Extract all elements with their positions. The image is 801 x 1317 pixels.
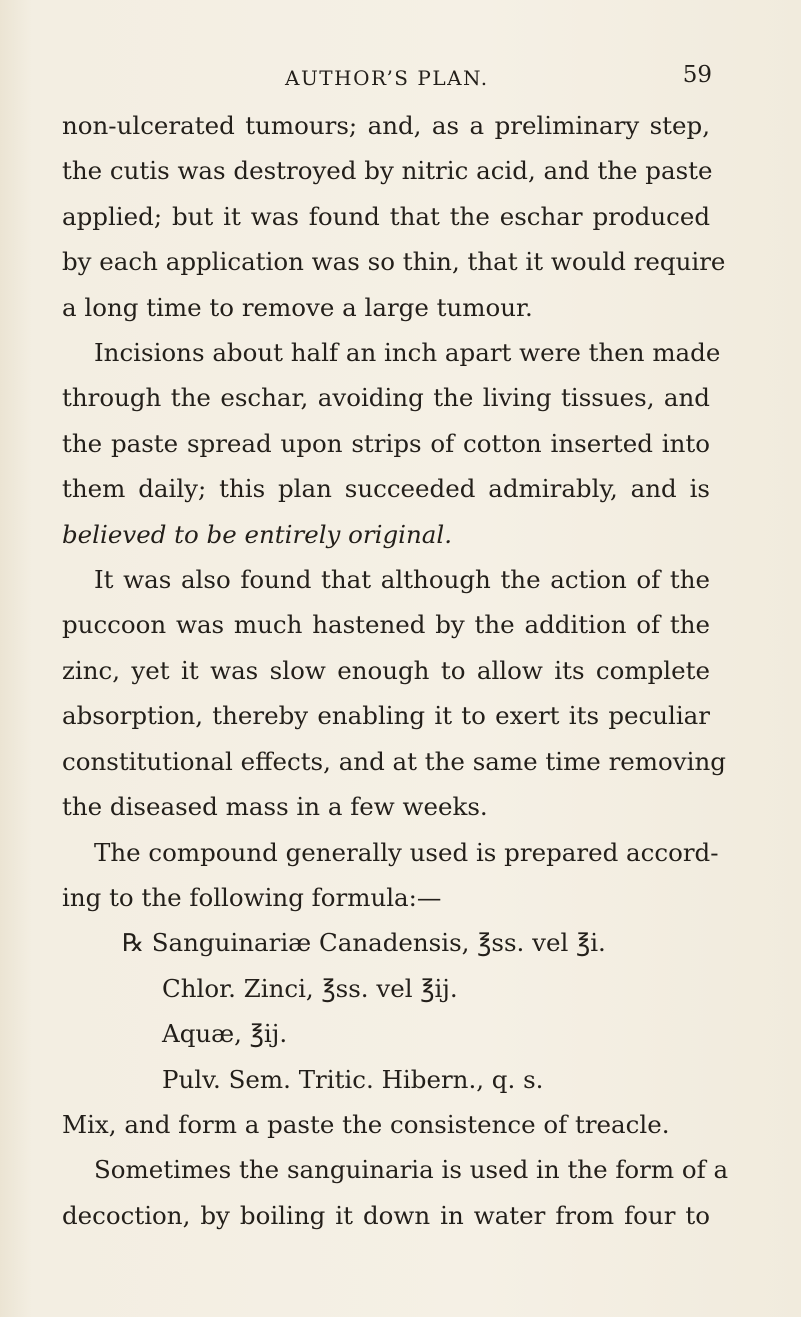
text-line: absorption, thereby enabling it to exert its peculiar — [62, 701, 710, 731]
text-line: by each application was so thin, that it would require — [62, 247, 726, 277]
text-line: them daily; this plan succeeded admirably, and is — [62, 474, 710, 504]
text-line: through the eschar, avoiding the living tissues, and — [62, 383, 710, 413]
running-head: AUTHOR’S PLAN. — [285, 66, 489, 90]
text-line: puccoon was much hastened by the addition of the — [62, 610, 710, 640]
text-line: Sometimes the sanguinaria is used in the form of a — [94, 1155, 729, 1185]
text-line: Incisions about half an inch apart were then made — [94, 338, 721, 368]
text-line: the paste spread upon strips of cotton inserted into — [62, 428, 710, 458]
text-line: a long time to remove a large tumour. — [62, 292, 533, 322]
page-header — [0, 62, 801, 98]
text-line: applied; but it was found that the eschar produced — [62, 201, 710, 231]
emphasis: believed to be entirely original. — [62, 519, 452, 549]
prescription-line: Pulv. Sem. Tritic. Hibern., q. s. — [162, 1064, 544, 1094]
text-line: ing to the following formula:— — [62, 882, 442, 912]
page-number: 59 — [682, 62, 712, 88]
prescription-line: Aquæ, ℥ij. — [162, 1019, 288, 1049]
prescription-line: Chlor. Zinci, ℥ss. vel ℥ij. — [162, 973, 458, 1003]
text-line: It was also found that although the action of the — [94, 565, 710, 595]
text-line: Mix, and form a paste the consistence of treacle. — [62, 1109, 670, 1139]
text-line: zinc, yet it was slow enough to allow its complete — [62, 655, 710, 685]
italic-text-line — [62, 512, 710, 557]
text-line: decoction, by boiling it down in water from four to — [62, 1200, 710, 1230]
text-line: constitutional effects, and at the same time removing — [62, 746, 726, 776]
text-line: the cutis was destroyed by nitric acid, and the paste — [62, 156, 713, 186]
prescription-line: ℞ Sanguinariæ Canadensis, ℥ss. vel ℥i. — [122, 928, 606, 958]
body-text — [62, 103, 729, 1238]
text-line: The compound generally used is prepared accord- — [94, 837, 719, 867]
text-line: the diseased mass in a few weeks. — [62, 792, 488, 822]
text-line: non-ulcerated tumours; and, as a preliminary step, — [62, 111, 710, 140]
